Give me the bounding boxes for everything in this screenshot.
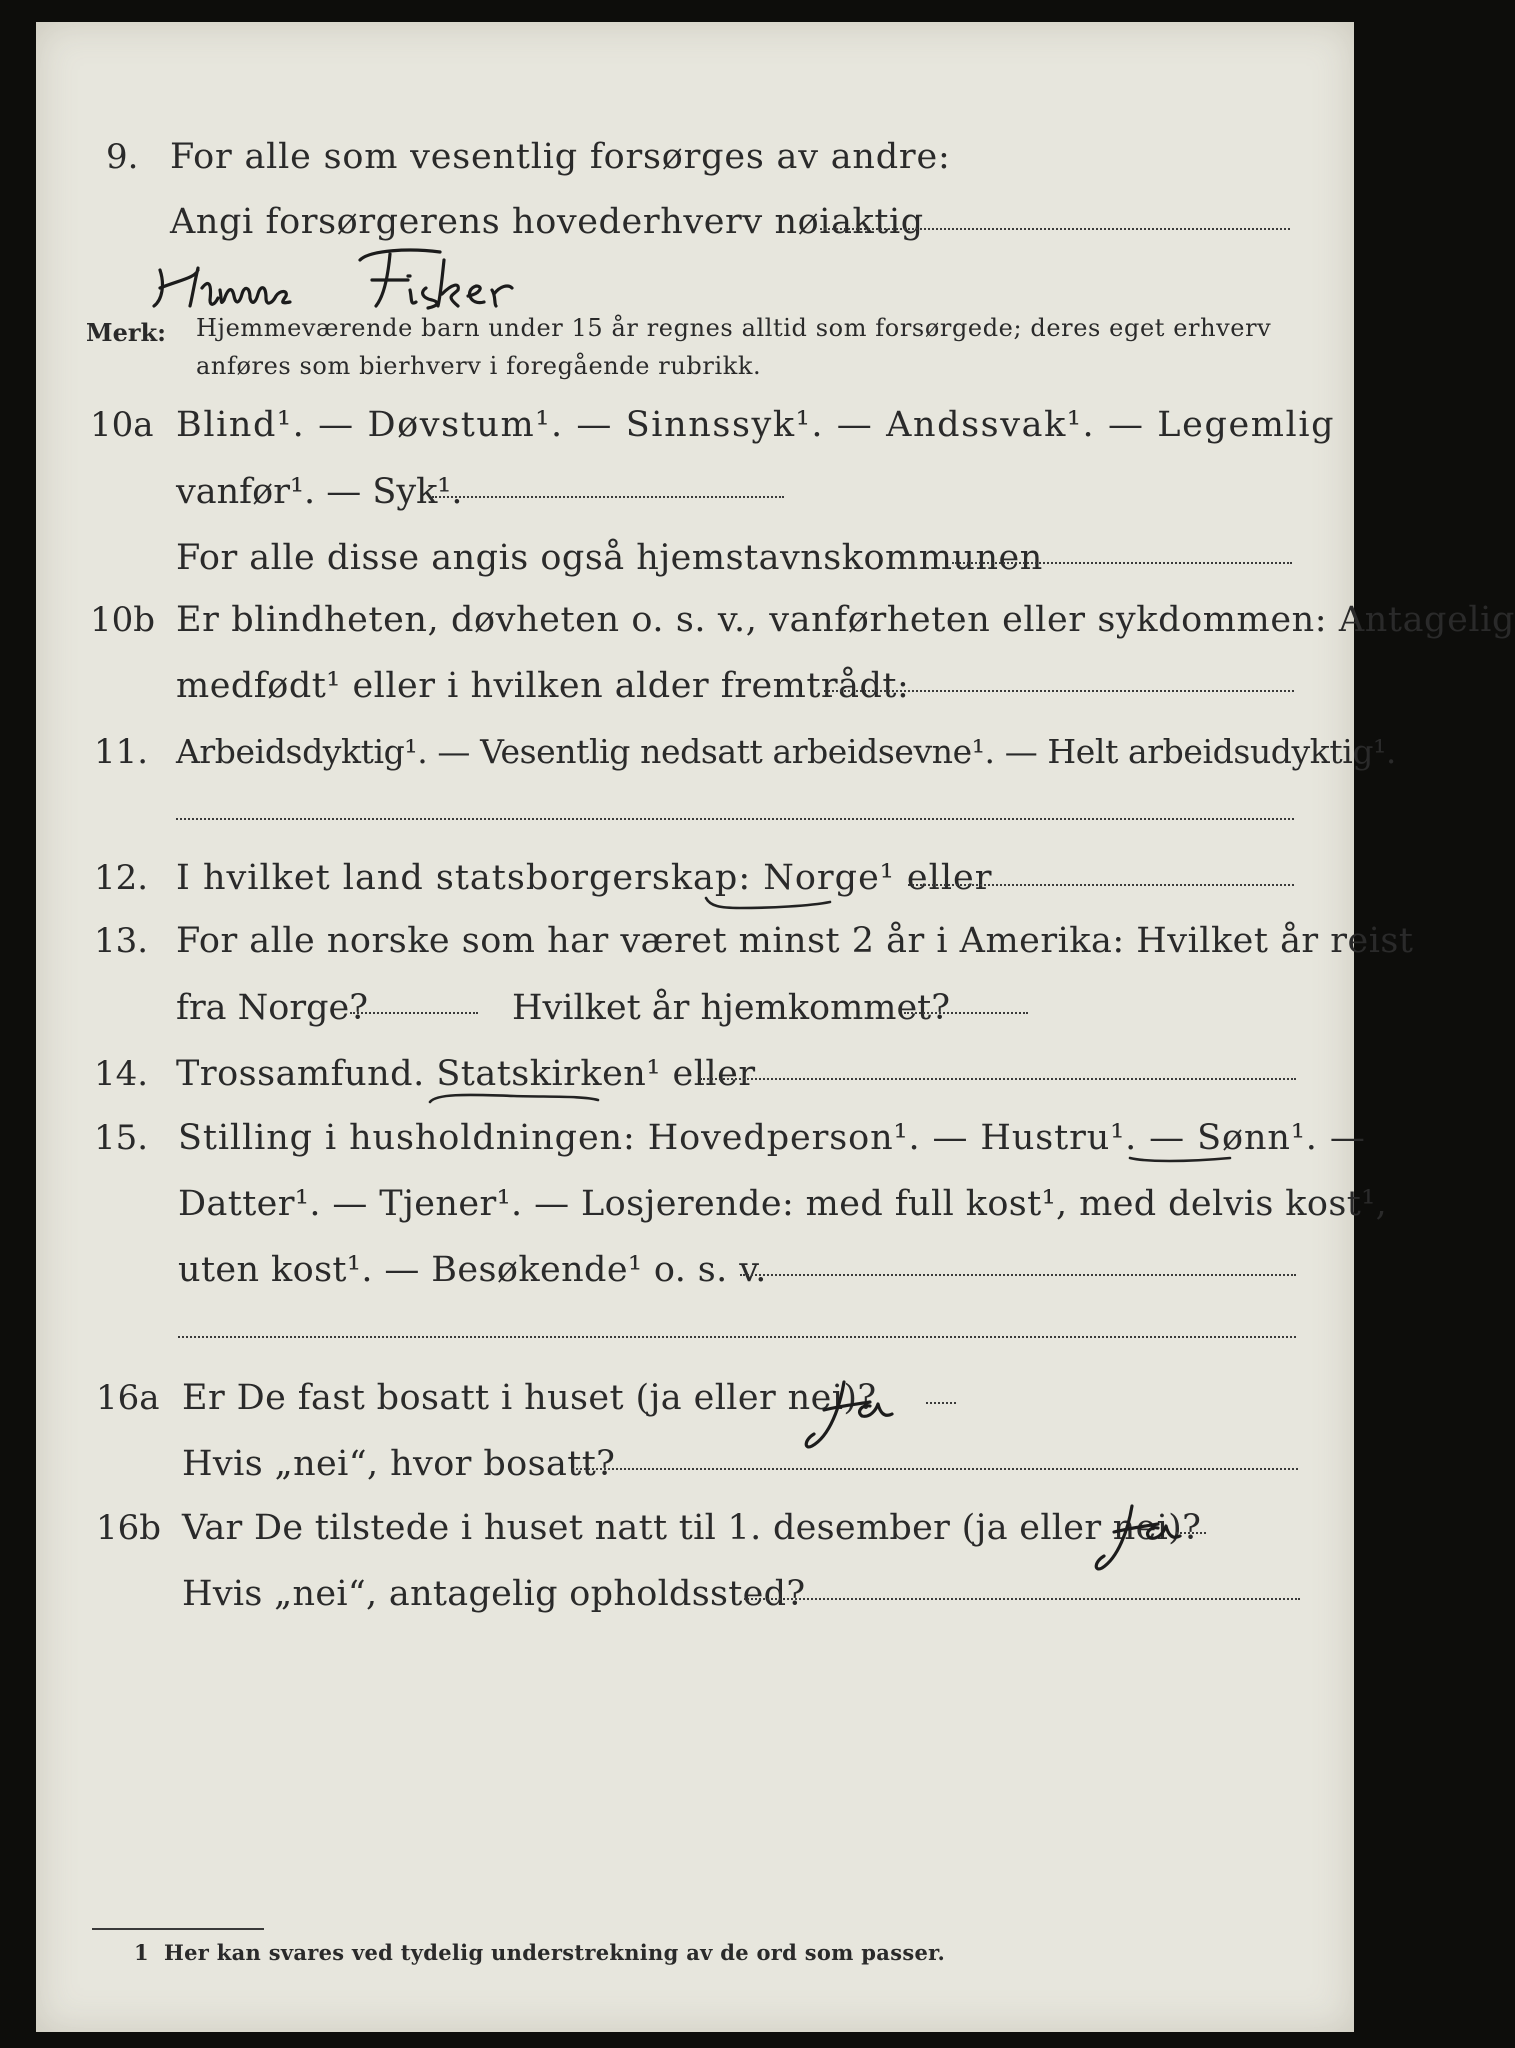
q10a-syk-answer-line <box>432 496 784 498</box>
footnote-text: Her kan svares ved tydelig understrekning av de ord som passer. <box>164 1940 946 1965</box>
q11-number: 11. <box>94 732 149 772</box>
q16b-opholdssted-answer-line <box>744 1598 1300 1600</box>
q16b-answer-line <box>1176 1532 1206 1534</box>
q12-answer-line <box>908 884 1294 886</box>
q15-line1: Stilling i husholdningen: Hovedperson¹. — Hustru¹. — Sønn¹. — <box>178 1118 1366 1158</box>
q15-line2: Datter¹. — Tjener¹. — Losjerende: med full kost¹, med delvis kost¹, <box>178 1184 1388 1224</box>
q10b-line1: Er blindheten, døvheten o. s. v., vanførheten eller sykdommen: Antagelig <box>176 600 1515 640</box>
q13-number: 13. <box>94 921 149 961</box>
q16a-line2: Hvis „nei“, hvor bosatt? <box>182 1444 616 1484</box>
q10a-hjemstavn-answer-line <box>952 562 1292 564</box>
q16a-ja-handwriting <box>800 1376 960 1456</box>
q14-line1: Trossamfund. Statskirken¹ eller <box>176 1054 756 1094</box>
q16b-ja-handwriting <box>1088 1500 1238 1580</box>
q9-line1: For alle som vesentlig forsørges av andre: <box>170 137 951 177</box>
q11-line1: Arbeidsdyktig¹. — Vesentlig nedsatt arbeidsevne¹. — Helt arbeidsudyktig¹. <box>176 732 1397 771</box>
q9-handwriting-signature <box>140 240 640 320</box>
q10b-line2: medfødt¹ eller i hvilken alder fremtrådt: <box>176 666 910 706</box>
q15-number: 15. <box>94 1118 149 1158</box>
q14-number: 14. <box>94 1054 149 1094</box>
q10b-answer-line <box>824 690 1294 692</box>
q16b-line2: Hvis „nei“, antagelig opholdssted? <box>182 1574 806 1614</box>
q15-sonn-underline <box>1126 1150 1236 1170</box>
q10a-number: 10a <box>90 405 154 445</box>
q15-answer-line-2 <box>178 1336 1296 1338</box>
q13-line2a: fra Norge? <box>176 988 368 1028</box>
q15-line3: uten kost¹. — Besøkende¹ o. s. v. <box>178 1250 767 1290</box>
q10b-number: 10b <box>90 600 156 640</box>
q16b-line1: Var De tilstede i huset natt til 1. desember (ja eller nei)? <box>182 1508 1202 1548</box>
footnote-marker: 1 <box>134 1940 149 1965</box>
merk-line1: Hjemmeværende barn under 15 år regnes alltid som forsørgede; deres eget erhverv <box>196 314 1272 342</box>
q15-answer-line-1 <box>740 1274 1296 1276</box>
q13-line2b: Hvilket år hjemkommet? <box>512 988 951 1028</box>
q14-answer-line <box>700 1078 1296 1080</box>
q13-reist-answer-line <box>350 1012 478 1014</box>
q12-number: 12. <box>94 858 149 898</box>
q16a-answer-line <box>926 1402 956 1404</box>
q9-answer-line <box>820 228 1290 230</box>
q14-statskirken-underline <box>424 1090 604 1110</box>
q12-line1: I hvilket land statsborgerskap: Norge¹ eller <box>176 858 993 898</box>
q16a-bosatt-answer-line <box>572 1468 1298 1470</box>
q12-norge-underline <box>700 894 840 914</box>
q13-line1: For alle norske som har været minst 2 år i Amerika: Hvilket år reist <box>176 921 1414 961</box>
q9-line2: Angi forsørgerens hovederhverv nøiaktig <box>170 202 924 242</box>
q11-answer-line <box>176 818 1294 820</box>
q16b-number: 16b <box>96 1508 162 1548</box>
merk-label: Merk: <box>86 318 166 347</box>
q16a-number: 16a <box>96 1378 160 1418</box>
q10a-line2: vanfør¹. — Syk¹. <box>176 472 463 512</box>
q10a-line3: For alle disse angis også hjemstavnskommunen <box>176 538 1043 578</box>
q13-hjemkommet-answer-line <box>904 1012 1028 1014</box>
q9-number: 9. <box>106 137 139 177</box>
q16a-line1: Er De fast bosatt i huset (ja eller nei)? <box>182 1378 877 1418</box>
q10a-line1: Blind¹. — Døvstum¹. — Sinnssyk¹. — Andssvak¹. — Legemlig <box>176 405 1336 445</box>
merk-line2: anføres som bierhverv i foregående rubrikk. <box>196 352 762 380</box>
footnote-rule <box>92 1928 264 1930</box>
